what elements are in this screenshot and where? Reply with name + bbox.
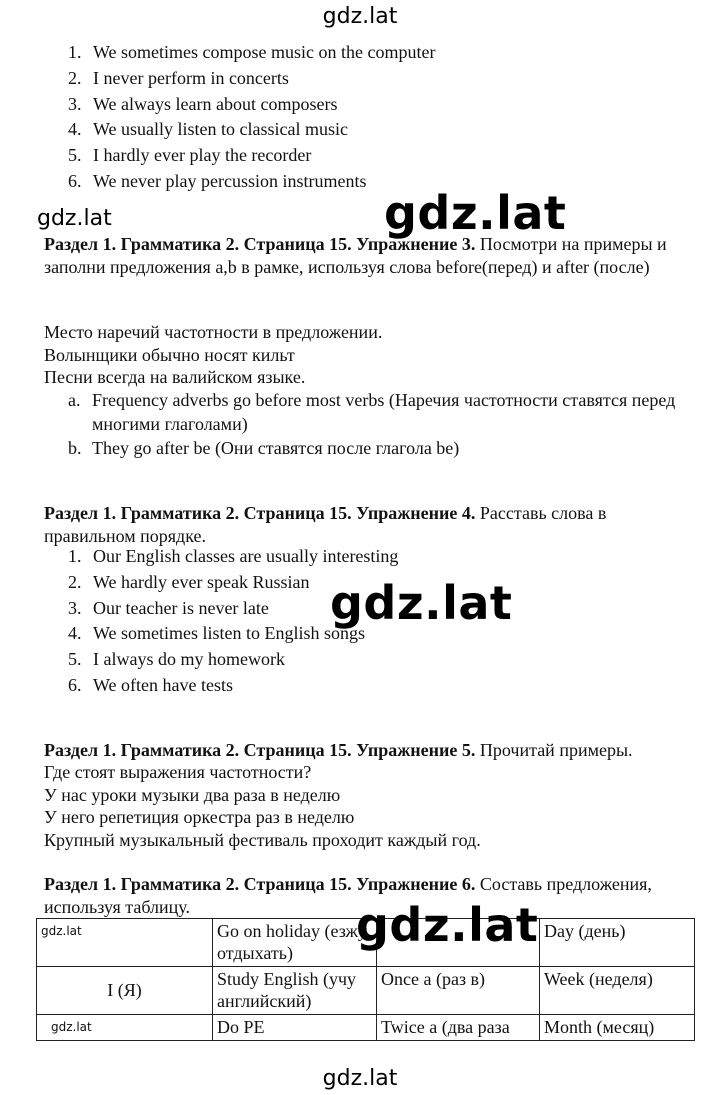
- exercise-6-heading: Раздел 1. Грамматика 2. Страница 15. Упражнение 6.: [44, 874, 476, 894]
- exercise-5-text: Прочитай примеры.: [475, 740, 633, 760]
- list-text: I hardly ever play the recorder: [93, 145, 312, 166]
- list-number: 6.: [68, 674, 82, 695]
- exercise-4-heading: Раздел 1. Грамматика 2. Страница 15. Упражнение 4.: [44, 503, 476, 523]
- list-number: 2.: [68, 571, 82, 592]
- list-text: We always learn about composers: [93, 93, 338, 114]
- list-item: [68, 169, 435, 195]
- list-number: 1.: [68, 42, 82, 62]
- sentence-list: [68, 40, 435, 195]
- watermark-large: gdz.lat: [384, 186, 567, 240]
- list-item: [68, 673, 398, 699]
- list-number: 6.: [68, 170, 82, 191]
- answer-text: Frequency adverbs go before most verbs (Наречия частотности ставятся перед многими глаголами): [92, 390, 676, 434]
- list-text: I always do my homework: [93, 649, 285, 670]
- list-number: 4.: [68, 623, 82, 644]
- example-line: Волынщики обычно носят кильт: [44, 344, 295, 365]
- list-number: 4.: [68, 119, 82, 140]
- list-number: 3.: [68, 93, 82, 114]
- list-text: We sometimes compose music on the computer: [93, 42, 436, 62]
- table-cell: Day (день): [540, 919, 695, 967]
- answer-label: a.: [68, 390, 81, 410]
- watermark-large: gdz.lat: [356, 898, 539, 952]
- example-line: Крупный музыкальный фестиваль проходит каждый год.: [44, 829, 481, 850]
- table-cell: Week (неделя): [540, 967, 695, 1015]
- table-cell: Once a (раз в): [377, 967, 540, 1015]
- list-item: [68, 92, 435, 118]
- watermark-small: gdz.lat: [37, 206, 112, 231]
- exercise-5-intro: [44, 739, 694, 762]
- table-cell: Twice a (два раза: [377, 1015, 540, 1041]
- list-text: We hardly ever speak Russian: [93, 571, 310, 592]
- watermark-bottom: gdz.lat: [322, 1066, 398, 1091]
- list-number: 1.: [68, 546, 82, 566]
- list-number: 5.: [68, 145, 82, 166]
- table-cell: Go on holiday (езжу отдыхать): [213, 919, 377, 967]
- exercise-5-heading: Раздел 1. Грамматика 2. Страница 15. Упражнение 5.: [44, 740, 476, 760]
- watermark-large: gdz.lat: [330, 576, 513, 630]
- list-text: We never play percussion instruments: [93, 170, 367, 191]
- list-number: 5.: [68, 649, 82, 670]
- exercise-3-answers: [68, 388, 688, 460]
- exercise-3-text: Посмотри на примеры и заполни предложения a,b в рамке, используя слова before(перед) и after (после): [44, 234, 667, 277]
- list-text: Our English classes are usually interesting: [93, 546, 399, 566]
- list-item: [68, 117, 435, 143]
- list-item: [68, 544, 398, 570]
- table-cell: I (Я): [37, 967, 213, 1015]
- list-text: We sometimes listen to English songs: [93, 623, 366, 644]
- table-cell: gdz.lat: [37, 919, 213, 967]
- list-item: [68, 647, 398, 673]
- answer-text: They go after be (Они ставятся после глагола be): [92, 438, 460, 458]
- table-cell: Month (месяц): [540, 1015, 695, 1041]
- example-line: Место наречий частотности в предложении.: [44, 322, 383, 342]
- list-text: We often have tests: [93, 674, 234, 695]
- table-row: [37, 1015, 695, 1041]
- list-text: We usually listen to classical music: [93, 119, 348, 140]
- example-line: У него репетиция оркестра раз в неделю: [44, 807, 355, 827]
- exercise-3-intro: [44, 233, 694, 278]
- exercise-3-heading: Раздел 1. Грамматика 2. Страница 15. Упражнение 3.: [44, 234, 476, 254]
- list-item: [68, 40, 435, 66]
- list-item: [68, 66, 435, 92]
- table-row: [37, 967, 695, 1015]
- exercise-4-intro: [44, 502, 694, 547]
- list-item: [68, 143, 435, 169]
- example-line: Песни всегда на валийском языке.: [44, 367, 306, 387]
- list-number: 2.: [68, 67, 82, 88]
- list-number: 3.: [68, 597, 82, 618]
- list-text: Our teacher is never late: [93, 597, 269, 618]
- example-line: У нас уроки музыки два раза в неделю: [44, 784, 341, 805]
- exercise-4-text: Расставь слова в правильном порядке.: [44, 503, 607, 546]
- answer-item: [68, 388, 688, 436]
- table-cell: Study English (учу английский): [213, 967, 377, 1015]
- watermark-top: gdz.lat: [322, 4, 398, 29]
- exercise-6-text: Составь предложения, используя таблицу.: [44, 874, 652, 917]
- answer-label: b.: [68, 438, 82, 458]
- table-cell: Do PE: [213, 1015, 377, 1041]
- list-text: I never perform in concerts: [93, 67, 289, 88]
- exercise-3-examples: [44, 321, 382, 389]
- exercise-5-examples: [44, 761, 481, 851]
- answer-item: [68, 436, 688, 460]
- example-line: Где стоят выражения частотности?: [44, 762, 312, 782]
- table-cell: gdz.lat: [37, 1015, 213, 1041]
